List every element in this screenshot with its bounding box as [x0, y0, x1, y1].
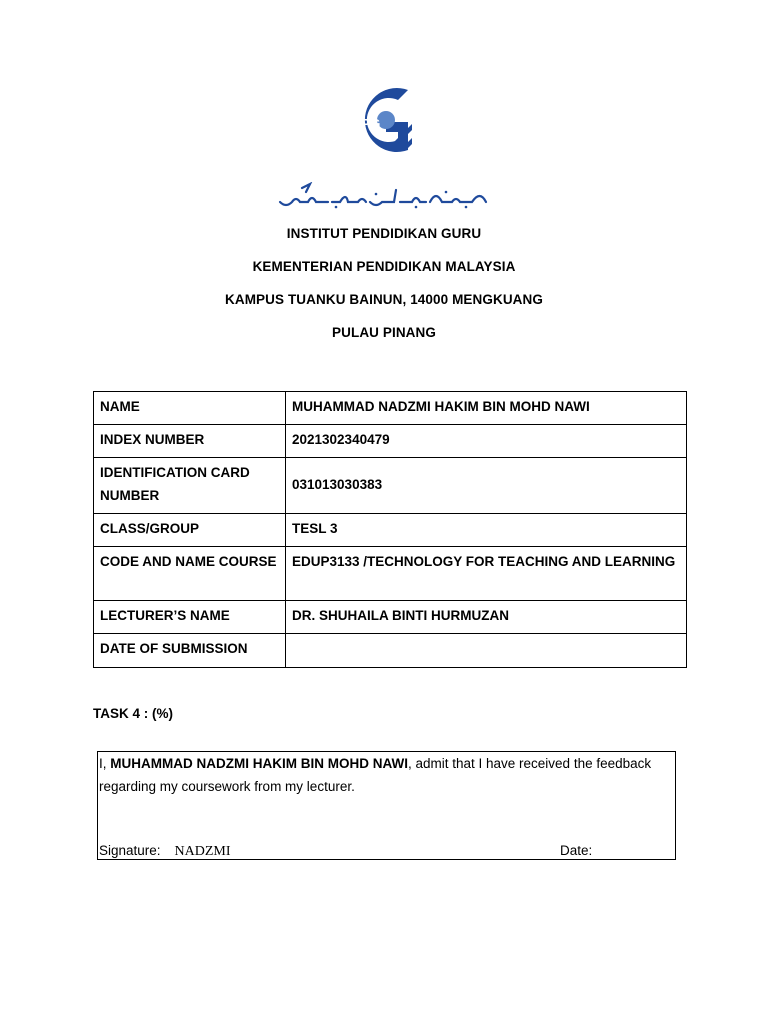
table-row [94, 514, 687, 547]
feedback-acknowledgement-box [97, 751, 676, 860]
student-name: MUHAMMAD NADZMI HAKIM BIN MOHD NAWI [110, 756, 408, 771]
acknowledgement-text [99, 752, 659, 798]
ministry-name: KEMENTERIAN PENDIDIKAN MALAYSIA [252, 259, 516, 274]
row-label: CODE AND NAME COURSE [94, 547, 286, 601]
row-value: MUHAMMAD NADZMI HAKIM BIN MOHD NAWI [286, 392, 687, 425]
signature-line [99, 843, 231, 860]
signature-value: NADZMI [174, 844, 231, 859]
row-label: DATE OF SUBMISSION [94, 634, 286, 668]
ack-suffix: , admit that I have received the feedback regarding my coursework from my lecturer. [99, 756, 652, 794]
table-row [94, 547, 687, 601]
task-label: TASK 4 : (%) [93, 706, 173, 721]
state-name: PULAU PINANG [332, 325, 436, 340]
row-label: NAME [94, 392, 286, 425]
student-info-table [93, 391, 687, 668]
campus-address: KAMPUS TUANKU BAINUN, 14000 MENGKUANG [225, 292, 543, 307]
ack-prefix: I, [99, 756, 111, 771]
table-row [94, 425, 687, 458]
signature-label: Signature: [99, 843, 161, 858]
table-row [94, 634, 687, 668]
table-row [94, 392, 687, 425]
row-label: IDENTIFICATION CARD NUMBER [94, 458, 286, 514]
row-label: LECTURER’S NAME [94, 601, 286, 634]
row-value: EDUP3133 /TECHNOLOGY FOR TEACHING AND LEARNING [286, 547, 687, 601]
logo-text: IPG [358, 116, 381, 131]
table-row [94, 601, 687, 634]
row-value [286, 634, 687, 668]
jawi-script-image [276, 182, 490, 210]
row-value: DR. SHUHAILA BINTI HURMUZAN [286, 601, 687, 634]
row-value: 2021302340479 [286, 425, 687, 458]
row-value: 031013030383 [286, 458, 687, 514]
row-value: TESL 3 [286, 514, 687, 547]
row-label: INDEX NUMBER [94, 425, 286, 458]
date-label: Date: [560, 843, 593, 858]
institution-name: INSTITUT PENDIDIKAN GURU [286, 226, 482, 241]
table-row [94, 458, 687, 514]
row-label: CLASS/GROUP [94, 514, 286, 547]
ipg-logo [352, 86, 416, 158]
